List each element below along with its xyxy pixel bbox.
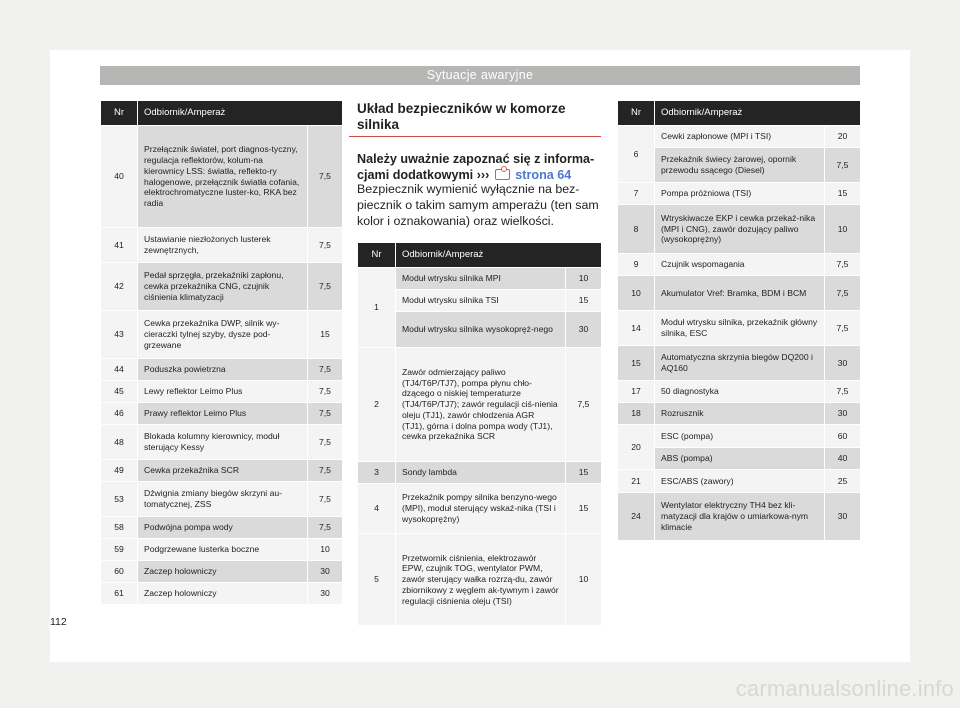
book-icon: [495, 169, 510, 180]
fuse-desc: Cewka przekaźnika DWP, silnik wy-cieraczki tylnej szyby, dysze pod-grzewane: [138, 311, 308, 359]
fuse-nr: 5: [358, 534, 396, 626]
intro-arrow: ›››: [476, 168, 490, 182]
fuse-desc: Automatyczna skrzynia biegów DQ200 i AQ160: [655, 346, 825, 381]
col-desc-header: Odbiornik/Amperaż: [138, 101, 343, 126]
fuse-amp: 7,5: [308, 460, 343, 482]
fuse-desc: Blokada kolumny kierownicy, moduł sterujący Kessy: [138, 425, 308, 460]
table-row: [618, 311, 861, 346]
table-header-row: [101, 101, 343, 126]
table-row: [358, 484, 602, 534]
fuse-desc: Przekaźnik świecy żarowej, opornik przewodu ssącego (Diesel): [655, 148, 825, 183]
table-row: [618, 381, 861, 403]
fuse-amp: 15: [566, 462, 602, 484]
table-row: [101, 583, 343, 605]
fuse-amp: 30: [825, 493, 861, 541]
fuse-amp: 7,5: [308, 228, 343, 263]
fuse-amp: 20: [825, 126, 861, 148]
table-row: [101, 228, 343, 263]
col-desc-header: Odbiornik/Amperaż: [655, 101, 861, 126]
fuse-desc: ESC (pompa): [655, 425, 825, 448]
fuse-desc: ESC/ABS (zawory): [655, 470, 825, 493]
fuse-nr: 15: [618, 346, 655, 381]
intro-text: Należy uważnie zapoznać się z informa-cjami dodatkowymi: [357, 152, 595, 182]
table-row: [101, 403, 343, 425]
fuse-amp: 7,5: [566, 348, 602, 462]
fuse-desc: Podgrzewane lusterka boczne: [138, 539, 308, 561]
fuse-amp: 30: [308, 561, 343, 583]
fuse-amp: 15: [825, 183, 861, 205]
fuse-nr: 14: [618, 311, 655, 346]
fuse-desc: Przetwornik ciśnienia, elektrozawór EPW, czujnik TOG, wentylator PWM, zawór sterujący wałka rozrzą-du, zawór zbiornikowy z węglem ak-tywnym i zawór regulacji ciśnienia oleju (TSI): [396, 534, 566, 626]
page-reference-link[interactable]: strona 64: [515, 168, 572, 182]
section-title: Układ bezpieczników w komorze silnika: [357, 101, 566, 132]
table-row: [358, 348, 602, 462]
fuse-amp: 7,5: [308, 126, 343, 228]
table-row: [618, 148, 861, 183]
fuse-amp: 30: [566, 312, 602, 348]
table-row: [618, 205, 861, 254]
fuse-nr: 41: [101, 228, 138, 263]
fuse-desc: Wtryskiwacze EKP i cewka przekaź-nika (MPI i CNG), zawór dozujący paliwo (wysokoprężny): [655, 205, 825, 254]
watermark: carmanualsonline.info: [735, 676, 954, 701]
fuse-desc: Czujnik wspomagania: [655, 254, 825, 276]
fuse-desc: Rozrusznik: [655, 403, 825, 425]
fuse-amp: 7,5: [308, 381, 343, 403]
table-row: [101, 425, 343, 460]
fuse-nr: 45: [101, 381, 138, 403]
fuse-desc: Zawór odmierzający paliwo (TJ4/T6P/TJ7), pompa płynu chło-dzącego o niskiej temperaturze (TJ4/T6P/TJ7); zawór regulacji ciś-nienia oleju (TJ1), zawór chłodzenia AGR (TJ1), górna i dolna pompa wody (TJ1), cewka przekaźnika SCR: [396, 348, 566, 462]
fuse-amp: 7,5: [825, 311, 861, 346]
fuse-amp: 7,5: [825, 254, 861, 276]
table-header-row: [358, 243, 602, 268]
fuse-nr: 59: [101, 539, 138, 561]
fuse-desc: Zaczep holowniczy: [138, 583, 308, 605]
fuse-amp: 60: [825, 425, 861, 448]
table-row: [101, 359, 343, 381]
fuse-amp: 10: [308, 539, 343, 561]
fuse-table-right: [617, 100, 861, 541]
table-row: [358, 462, 602, 484]
table-row: [101, 517, 343, 539]
fuse-desc: Moduł wtrysku silnika MPI: [396, 268, 566, 290]
fuse-nr: 2: [358, 348, 396, 462]
fuse-nr: 1: [358, 268, 396, 348]
table-header-row: [618, 101, 861, 126]
fuse-nr: 10: [618, 276, 655, 311]
table-row: [358, 268, 602, 290]
fuse-desc: Przełącznik świateł, port diagnos-tyczny, regulacja reflektorów, kolum-na kierownicy LSS: światła, reflekto-ry halogenowe, przełącznik światła cofania, elektrochromatyczne luster-ko, RKA bez radia: [138, 126, 308, 228]
col-nr-header: Nr: [618, 101, 655, 126]
fuse-nr: 24: [618, 493, 655, 541]
fuse-desc: Podwójna pompa wody: [138, 517, 308, 539]
page-header-title: Sytuacje awaryjne: [426, 68, 534, 82]
fuse-nr: 40: [101, 126, 138, 228]
fuse-amp: 30: [825, 346, 861, 381]
fuse-amp: 7,5: [308, 263, 343, 311]
body-text: Bezpiecznik wymienić wyłącznie na bez-piecznik o takim samym amperażu (ten sam kolor i oznakowania) oraz wielkości.: [357, 182, 599, 228]
col-nr-header: Nr: [358, 243, 396, 268]
table-row: [101, 539, 343, 561]
table-row: [101, 460, 343, 482]
table-row: [101, 561, 343, 583]
fuse-nr: 21: [618, 470, 655, 493]
table-row: [618, 276, 861, 311]
fuse-nr: 8: [618, 205, 655, 254]
fuse-amp: 7,5: [308, 359, 343, 381]
table-row: [101, 482, 343, 517]
fuse-desc: Moduł wtrysku silnika TSI: [396, 290, 566, 312]
fuse-desc: Cewka przekaźnika SCR: [138, 460, 308, 482]
fuse-amp: 7,5: [825, 381, 861, 403]
fuse-desc: Lewy reflektor Leimo Plus: [138, 381, 308, 403]
fuse-desc: Dźwignia zmiany biegów skrzyni au-tomatycznej, ZSS: [138, 482, 308, 517]
fuse-table-middle: [357, 242, 602, 626]
fuse-nr: 48: [101, 425, 138, 460]
table-row: [358, 534, 602, 626]
fuse-desc: Moduł wtrysku silnika wysokopręż-nego: [396, 312, 566, 348]
fuse-nr: 3: [358, 462, 396, 484]
table-row: [618, 254, 861, 276]
fuse-amp: 25: [825, 470, 861, 493]
col-desc-header: Odbiornik/Amperaż: [396, 243, 602, 268]
fuse-amp: 7,5: [308, 482, 343, 517]
fuse-amp: 7,5: [308, 517, 343, 539]
fuse-desc: Moduł wtrysku silnika, przekaźnik główny silnika, ESC: [655, 311, 825, 346]
fuse-nr: 4: [358, 484, 396, 534]
fuse-desc: Zaczep holowniczy: [138, 561, 308, 583]
fuse-nr: 20: [618, 425, 655, 470]
fuse-desc: Wentylator elektryczny TH4 bez kli-matyzacji dla krajów o umiarkowa-nym klimacie: [655, 493, 825, 541]
fuse-nr: 61: [101, 583, 138, 605]
fuse-nr: 17: [618, 381, 655, 403]
fuse-desc: Poduszka powietrzna: [138, 359, 308, 381]
fuse-nr: 6: [618, 126, 655, 183]
fuse-desc: Pedał sprzęgła, przekaźniki zapłonu, cewka przekaźnika CNG, czujnik ciśnienia klimatyzacji: [138, 263, 308, 311]
table-row: [618, 183, 861, 205]
fuse-nr: 46: [101, 403, 138, 425]
fuse-amp: 7,5: [825, 276, 861, 311]
fuse-desc: Akumulator Vref: Bramka, BDM i BCM: [655, 276, 825, 311]
fuse-amp: 30: [308, 583, 343, 605]
table-row: [101, 381, 343, 403]
fuse-desc: Prawy reflektor Leimo Plus: [138, 403, 308, 425]
section-divider: [349, 136, 601, 137]
fuse-desc: Pompa próżniowa (TSI): [655, 183, 825, 205]
page-number: 112: [50, 616, 67, 628]
fuse-amp: 15: [566, 290, 602, 312]
fuse-nr: 44: [101, 359, 138, 381]
fuse-nr: 58: [101, 517, 138, 539]
fuse-nr: 18: [618, 403, 655, 425]
fuse-amp: 40: [825, 448, 861, 470]
fuse-amp: 10: [825, 205, 861, 254]
fuse-amp: 10: [566, 268, 602, 290]
table-row: [618, 126, 861, 148]
fuse-desc: ABS (pompa): [655, 448, 825, 470]
fuse-desc: Sondy lambda: [396, 462, 566, 484]
fuse-nr: 42: [101, 263, 138, 311]
fuse-desc: 50 diagnostyka: [655, 381, 825, 403]
fuse-nr: 43: [101, 311, 138, 359]
table-row: [618, 346, 861, 381]
table-row: [101, 126, 343, 228]
fuse-amp: 7,5: [308, 403, 343, 425]
fuse-table-left: [100, 100, 343, 605]
fuse-amp: 10: [566, 534, 602, 626]
fuse-desc: Cewki zapłonowe (MPI i TSI): [655, 126, 825, 148]
table-row: [101, 311, 343, 359]
table-row: [618, 403, 861, 425]
fuse-amp: 7,5: [308, 425, 343, 460]
fuse-nr: 49: [101, 460, 138, 482]
fuse-nr: 60: [101, 561, 138, 583]
fuse-desc: Przekaźnik pompy silnika benzyno-wego (MPI), moduł sterujący wskaź-nika (TSI i wysokoprężny): [396, 484, 566, 534]
fuse-amp: 7,5: [825, 148, 861, 183]
fuse-amp: 30: [825, 403, 861, 425]
table-row: [618, 493, 861, 541]
intro-note: [357, 151, 603, 183]
fuse-nr: 53: [101, 482, 138, 517]
fuse-nr: 9: [618, 254, 655, 276]
col-nr-header: Nr: [101, 101, 138, 126]
fuse-nr: 7: [618, 183, 655, 205]
table-row: [618, 425, 861, 448]
fuse-amp: 15: [566, 484, 602, 534]
fuse-amp: 15: [308, 311, 343, 359]
table-row: [101, 263, 343, 311]
fuse-desc: Ustawianie niezłożonych lusterek zewnętrznych,: [138, 228, 308, 263]
table-row: [618, 470, 861, 493]
table-row: [618, 448, 861, 470]
